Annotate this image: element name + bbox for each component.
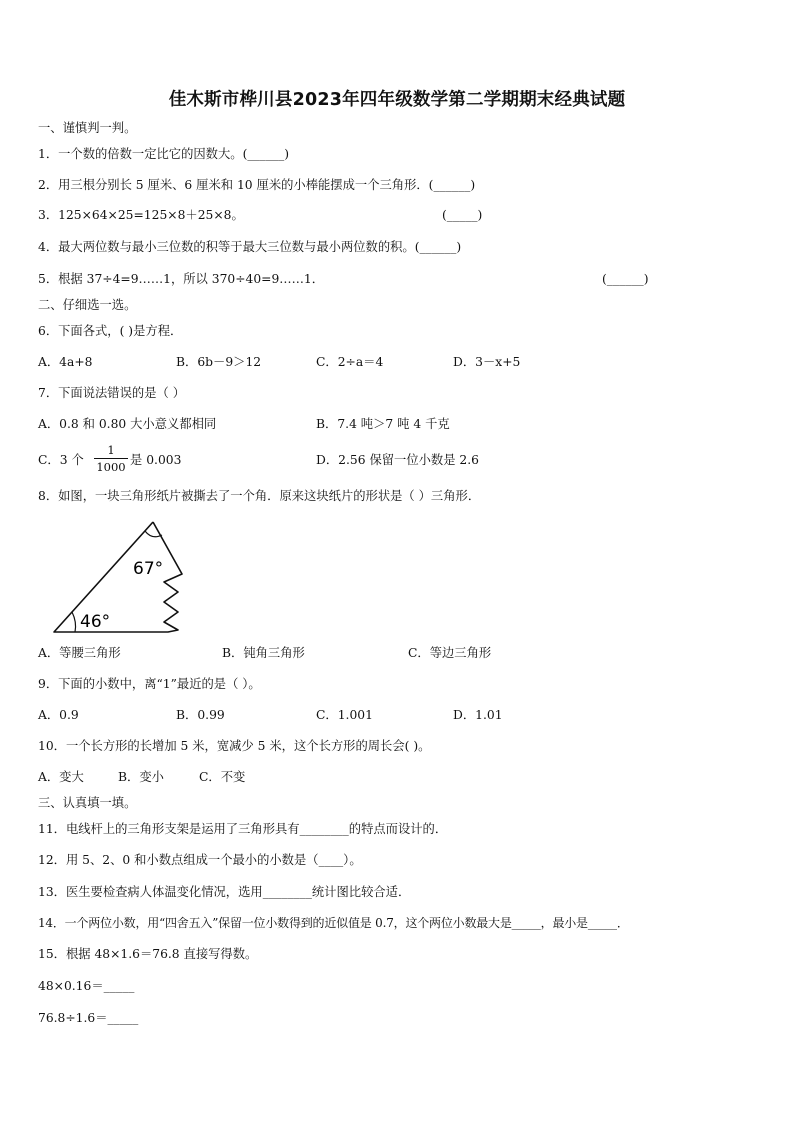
q9-option-a: A．0.9 [38, 708, 79, 722]
question-3: 3．125×64×25=125×8＋25×8。 [38, 208, 244, 222]
q7-option-b: B．7.4 吨＞7 吨 4 千克 [316, 417, 450, 431]
question-9: 9．下面的小数中，离“1”最近的是（ ）。 [38, 677, 261, 691]
fraction-bar [94, 458, 128, 459]
question-7: 7．下面说法错误的是（ ） [38, 386, 185, 400]
question-12: 12．用 5、2、0 和小数点组成一个最小的小数是（____）。 [38, 853, 362, 867]
question-15-part-b: 76.8÷1.6＝_____ [38, 1011, 139, 1025]
q10-option-c: C．不变 [199, 770, 246, 784]
question-4: 4．最大两位数与最小三位数的积等于最大三位数与最小两位数的积。(______) [38, 240, 462, 254]
q7-option-c-suffix: 是 0.003 [130, 453, 182, 467]
page-title: 佳木斯市桦川县2023年四年级数学第二学期期末经典试题 [168, 90, 626, 110]
question-11: 11．电线杆上的三角形支架是运用了三角形具有________的特点而设计的． [38, 822, 448, 836]
question-6: 6．下面各式，( )是方程． [38, 324, 183, 338]
q6-option-d: D．3－x+5 [453, 355, 521, 369]
question-8: 8．如图，一块三角形纸片被撕去了一个角．原来这块纸片的形状是（ ）三角形． [38, 489, 481, 503]
question-3-answer-blank: (_____) [442, 208, 483, 222]
q9-option-b: B．0.99 [176, 708, 225, 722]
fraction-denominator: 1000 [96, 460, 126, 474]
question-15-part-a: 48×0.16＝_____ [38, 979, 135, 993]
q10-option-b: B．变小 [118, 770, 164, 784]
angle-label-67: 67° [133, 559, 164, 579]
question-13: 13．医生要检查病人体温变化情况，选用________统计图比较合适． [38, 885, 411, 899]
question-2: 2．用三根分别长 5 厘米、6 厘米和 10 厘米的小棒能摆成一个三角形．(______) [38, 178, 476, 192]
q7-option-d: D．2.56 保留一位小数是 2.6 [316, 453, 479, 467]
q7-option-c-fraction [94, 443, 128, 474]
q10-option-a: A．变大 [38, 770, 84, 784]
q6-option-b: B．6b－9＞12 [176, 355, 262, 369]
section-heading-choice: 二、仔细选一选。 [38, 298, 137, 312]
question-14: 14．一个两位小数，用“四舍五入”保留一位小数得到的近似值是 0.7，这个两位小数最大是_____，最小是_____． [38, 916, 629, 930]
torn-triangle-figure [48, 518, 188, 636]
question-1: 1．一个数的倍数一定比它的因数大。(______) [38, 147, 290, 161]
q9-option-d: D．1.01 [453, 708, 503, 722]
section-heading-judge: 一、谨慎判一判。 [38, 121, 137, 135]
fraction-numerator: 1 [107, 443, 115, 457]
q6-option-c: C．2÷a＝4 [316, 355, 384, 369]
q8-option-b: B．钝角三角形 [222, 646, 305, 660]
question-5-answer-blank: (______) [602, 272, 649, 286]
q9-option-c: C．1.001 [316, 708, 373, 722]
q8-option-a: A．等腰三角形 [38, 646, 121, 660]
q7-option-a: A．0.8 和 0.80 大小意义都相同 [38, 417, 217, 431]
angle-label-46: 46° [80, 612, 111, 632]
q6-option-a: A．4a+8 [38, 355, 93, 369]
question-5: 5．根据 37÷4=9……1，所以 370÷40=9……1． [38, 272, 325, 286]
section-heading-fill: 三、认真填一填。 [38, 796, 137, 810]
bottom-angle-arc [72, 612, 76, 632]
q8-option-c: C．等边三角形 [408, 646, 492, 660]
question-15: 15．根据 48×1.6＝76.8 直接写得数。 [38, 947, 258, 961]
q7-option-c-prefix: C．3 个 [38, 453, 84, 467]
question-10: 10．一个长方形的长增加 5 米，宽减少 5 米，这个长方形的周长会( )。 [38, 739, 431, 753]
